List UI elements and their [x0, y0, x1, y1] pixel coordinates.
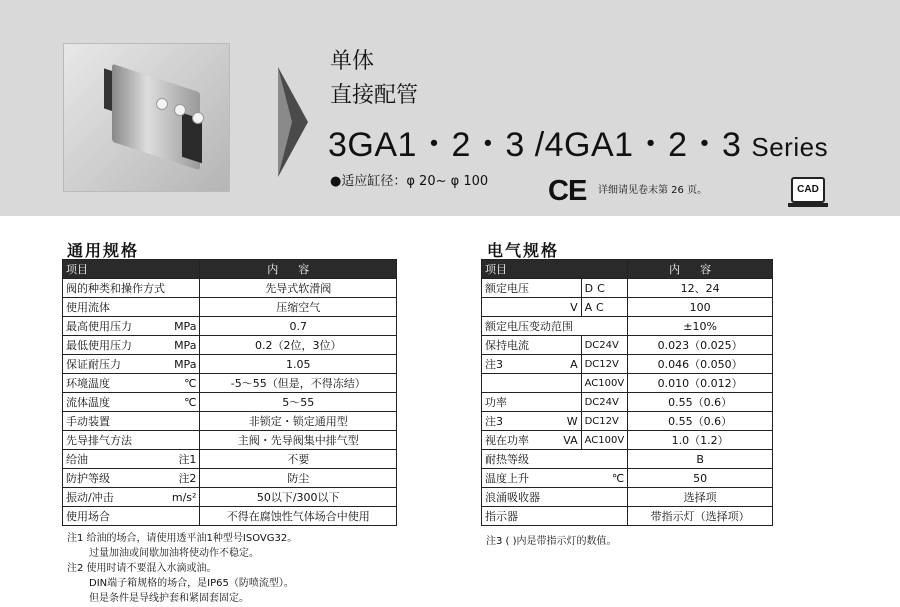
table-row: 手动装置 非锁定・锁定通用型 [63, 412, 397, 431]
table-row: 功率 DC24V 0.55（0.6） [482, 393, 773, 412]
table-row: 给油 注1 不要 [63, 450, 397, 469]
series-title: 3GA1・2・3 /4GA1・2・3 Series [328, 126, 829, 164]
table-row: 视在功率 VA AC100V 1.0（1.2） [482, 431, 773, 450]
cad-icon[interactable]: CAD [791, 177, 825, 203]
table-row: 使用场合 不得在腐蚀性气体场合中使用 [63, 507, 397, 526]
table-row: 耐热等级 B [482, 450, 773, 469]
table-row: 额定电压 DC 12、24 [482, 279, 773, 298]
electrical-spec-title: 电气规格 [487, 241, 560, 260]
product-photo [63, 43, 230, 192]
title-line1: 单体 [330, 49, 375, 74]
table-row: 先导排气方法 主阀・先导阀集中排气型 [63, 431, 397, 450]
col-content: 内容 [200, 260, 397, 279]
general-notes: 注1 给油的场合，请使用透平油1种型号ISOVG32。 过量加油或间歇加油将使动作不稳定。 注2 使用时请不要混入水滴或油。 DIN端子箱规格的场合，是IP65（防喷流型）。 但是条件是导线护套和紧固套固定。 [67, 533, 298, 604]
general-spec-table [62, 259, 397, 526]
electrical-note: 注3 ( )内是带指示灯的数值。 [486, 536, 617, 547]
table-row: 注3 A DC12V 0.046（0.050） [482, 355, 773, 374]
table-row: 最低使用压力 MPa 0.2（2位，3位） [63, 336, 397, 355]
table-row: 注3 W DC12V 0.55（0.6） [482, 412, 773, 431]
bore-range: ●适应缸径：φ 20~ φ 100 [330, 174, 489, 189]
table-row: 使用流体 压缩空气 [63, 298, 397, 317]
table-row: 流体温度 ℃ 5～55 [63, 393, 397, 412]
ce-mark: CE [548, 175, 587, 207]
header-banner [0, 0, 900, 216]
table-row: 阀的种类和操作方式 先导式软滑阀 [63, 279, 397, 298]
table-row: 最高使用压力 MPa 0.7 [63, 317, 397, 336]
table-row: 额定电压变动范围 ±10% [482, 317, 773, 336]
table-row: 温度上升 ℃ 50 [482, 469, 773, 488]
general-spec-title: 通用规格 [67, 241, 140, 260]
title-line2: 直接配管 [330, 83, 419, 108]
table-row: 保持电流 DC24V 0.023（0.025） [482, 336, 773, 355]
col-item: 项目 [63, 260, 200, 279]
table-row: AC100V 0.010（0.012） [482, 374, 773, 393]
table-row: 防护等级 注2 防尘 [63, 469, 397, 488]
table-row: V AC 100 [482, 298, 773, 317]
table-row: 环境温度 ℃ -5～55（但是，不得冻结） [63, 374, 397, 393]
electrical-spec-table: 项目 内容 额定电压 DC 12、24 V AC 100 额定电压变动范围 ±10% 保持电流 DC24V 0.023（0.025） 注3 A DC12V 0.046（0.050） AC100V 0.010（0.012） 功率 DC24V 0.55（0.6） 注3 W DC12V 0.55（0.6） 视在功率 VA AC100V 1.0（1.2） 耐热等级 B 温度上升 ℃ 50 浪涌吸收器 选择项 指示器 带指示灯（选择项） [481, 259, 773, 526]
table-row: 浪涌吸收器 选择项 [482, 488, 773, 507]
table-row: 指示器 带指示灯（选择项） [482, 507, 773, 526]
page-reference: 详细请见卷末第 26 页。 [598, 185, 708, 196]
table-row: 保证耐压力 MPa 1.05 [63, 355, 397, 374]
table-row: 振动/冲击 m/s² 50以下/300以下 [63, 488, 397, 507]
